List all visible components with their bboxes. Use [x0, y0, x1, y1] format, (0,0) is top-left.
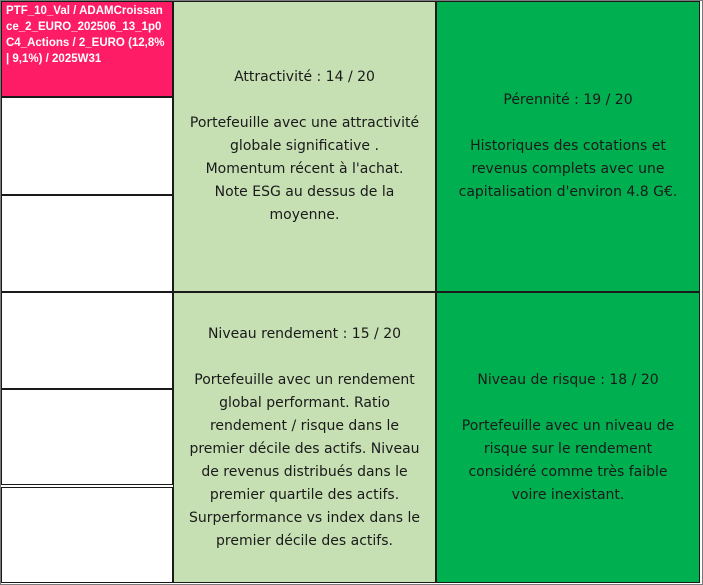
blank-cell-2 [1, 195, 173, 292]
perennite-description: Historiques des cotations et revenus complets avec une capitalisation d'environ 4.8 G€. [458, 138, 678, 200]
risque-title: Niveau de risque : 18 / 20 [477, 371, 659, 388]
rendement-description: Portefeuille avec un rendement global performant. Ratio rendement / risque dans le premier décile des actifs. Niveau de revenus distribués dans le premier quartile des actifs. Surperformance vs index dans le premier décile des actifs. [189, 371, 420, 549]
portfolio-label: PTF_10_Val / ADAMCroissance_2_EURO_202506_13_1p0 C4_Actions / 2_EURO (12,8% | 9,1%) / 2025W31 [1, 1, 173, 97]
blank-cell-1 [1, 97, 173, 195]
rendement-title: Niveau rendement : 15 / 20 [207, 325, 402, 342]
perennite-cell [436, 1, 700, 292]
rendement-cell [173, 292, 436, 583]
attractivite-description: Portefeuille avec une attractivité globale significative . Momentum récent à l'achat. Note ESG au dessus de la moyenne. [189, 115, 420, 223]
perennite-title: Pérennité : 19 / 20 [503, 92, 633, 108]
blank-cell-5 [1, 487, 173, 583]
risque-description: Portefeuille avec un niveau de risque sur le rendement considéré comme très faible voire inexistant. [461, 417, 675, 503]
attractivite-title: Attractivité : 14 / 20 [234, 69, 375, 85]
blank-cell-4 [1, 389, 173, 485]
attractivite-cell [173, 1, 436, 292]
risque-cell [436, 292, 700, 583]
blank-cell-3 [1, 292, 173, 389]
